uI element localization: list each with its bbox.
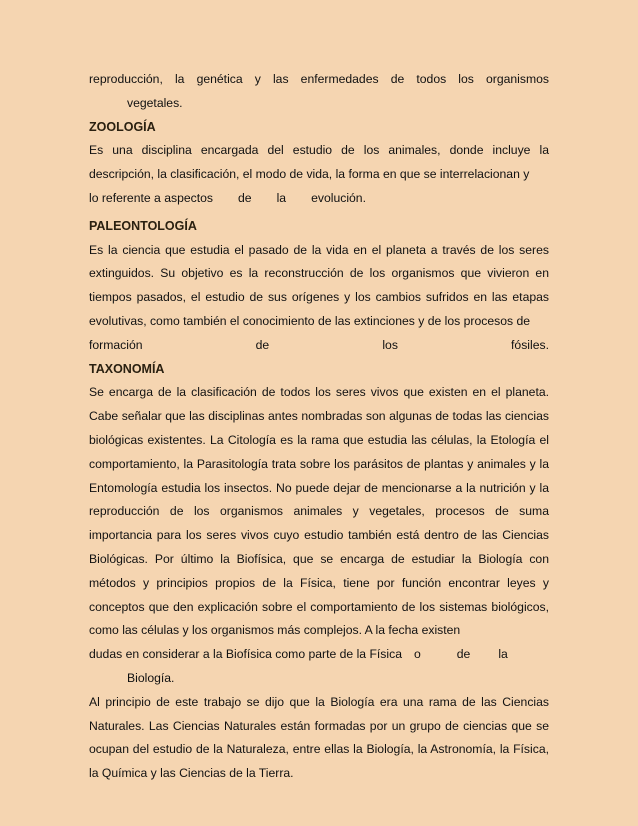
zoologia-paragraph: Es una disciplina encargada del estudio de los animales, donde incluye la descripción, la clasificación, el modo de vida, la forma en que se interrelacionan y (89, 143, 549, 182)
word: los (382, 337, 398, 352)
word: formación (89, 337, 143, 352)
paleontologia-paragraph: Es la ciencia que estudia el pasado de la vida en el planeta a través de los seres extinguidos. Su objetivo es la reconstrucción de los organismos que vivieron en tiempos pasados, el estudio de sus orígenes y los cambios sufridos en las etapas evolutivas, como también el conocimiento de las extinciones y de los procesos de (89, 242, 549, 328)
word: de (456, 647, 471, 662)
word: o (413, 647, 421, 662)
word: de (238, 190, 252, 205)
section-heading-paleontologia: PALEONTOLOGÍA (89, 218, 197, 233)
word: evolución. (311, 190, 366, 205)
word: fósiles. (511, 337, 549, 352)
taxonomia-last-line (89, 643, 549, 667)
word: lo referente a aspectos (89, 190, 213, 205)
zoologia-last-line (89, 187, 366, 211)
word: la (276, 190, 287, 205)
section-heading-zoologia: ZOOLOGÍA (89, 119, 156, 134)
word: dudas en considerar a la Biofísica como parte de la Física (89, 647, 402, 662)
word: de (255, 337, 270, 352)
page-content (89, 68, 549, 786)
paragraph-line: reproducción, la genética y las enfermedades de todos los organismos (89, 72, 549, 86)
paleontologia-last-line (89, 334, 549, 358)
paragraph-line: Biología. (127, 670, 175, 685)
paragraph-line: vegetales. (127, 95, 183, 110)
final-paragraph: Al principio de este trabajo se dijo que la Biología era una rama de las Ciencias Naturales. Las Ciencias Naturales están formadas por un grupo de ciencias que se ocupan del estudio de la Naturaleza, entre ellas la Biología, la Astronomía, la Física, la Química y las Ciencias de la Tierra. (89, 694, 549, 781)
word: la (498, 647, 508, 662)
section-heading-taxonomia: TAXONOMÍA (89, 361, 165, 376)
taxonomia-paragraph: Se encarga de la clasificación de todos los seres vivos que existen en el planeta. Cabe señalar que las disciplinas antes nombradas son algunas de todas las ciencias biológicas existentes. La Citología es la rama que estudia las células, la Etología el comportamiento, la Parasitología trata sobre los parásitos de plantas y animales y la Entomología estudia los insectos. No puede dejar de mencionarse a la nutrición y la reproducción de los organismos animales y vegetales, procesos de suma importancia para los seres vivos cuyo estudio también está dentro de las Ciencias Biológicas. Por último la Biofísica, que se encarga de estudiar la Biología con métodos y principios propios de la Física, tiene por función encontrar leyes y conceptos que den explicación sobre el comportamiento de los sistemas biológicos, como las células y los organismos más complejos. A la fecha existen (89, 385, 549, 638)
